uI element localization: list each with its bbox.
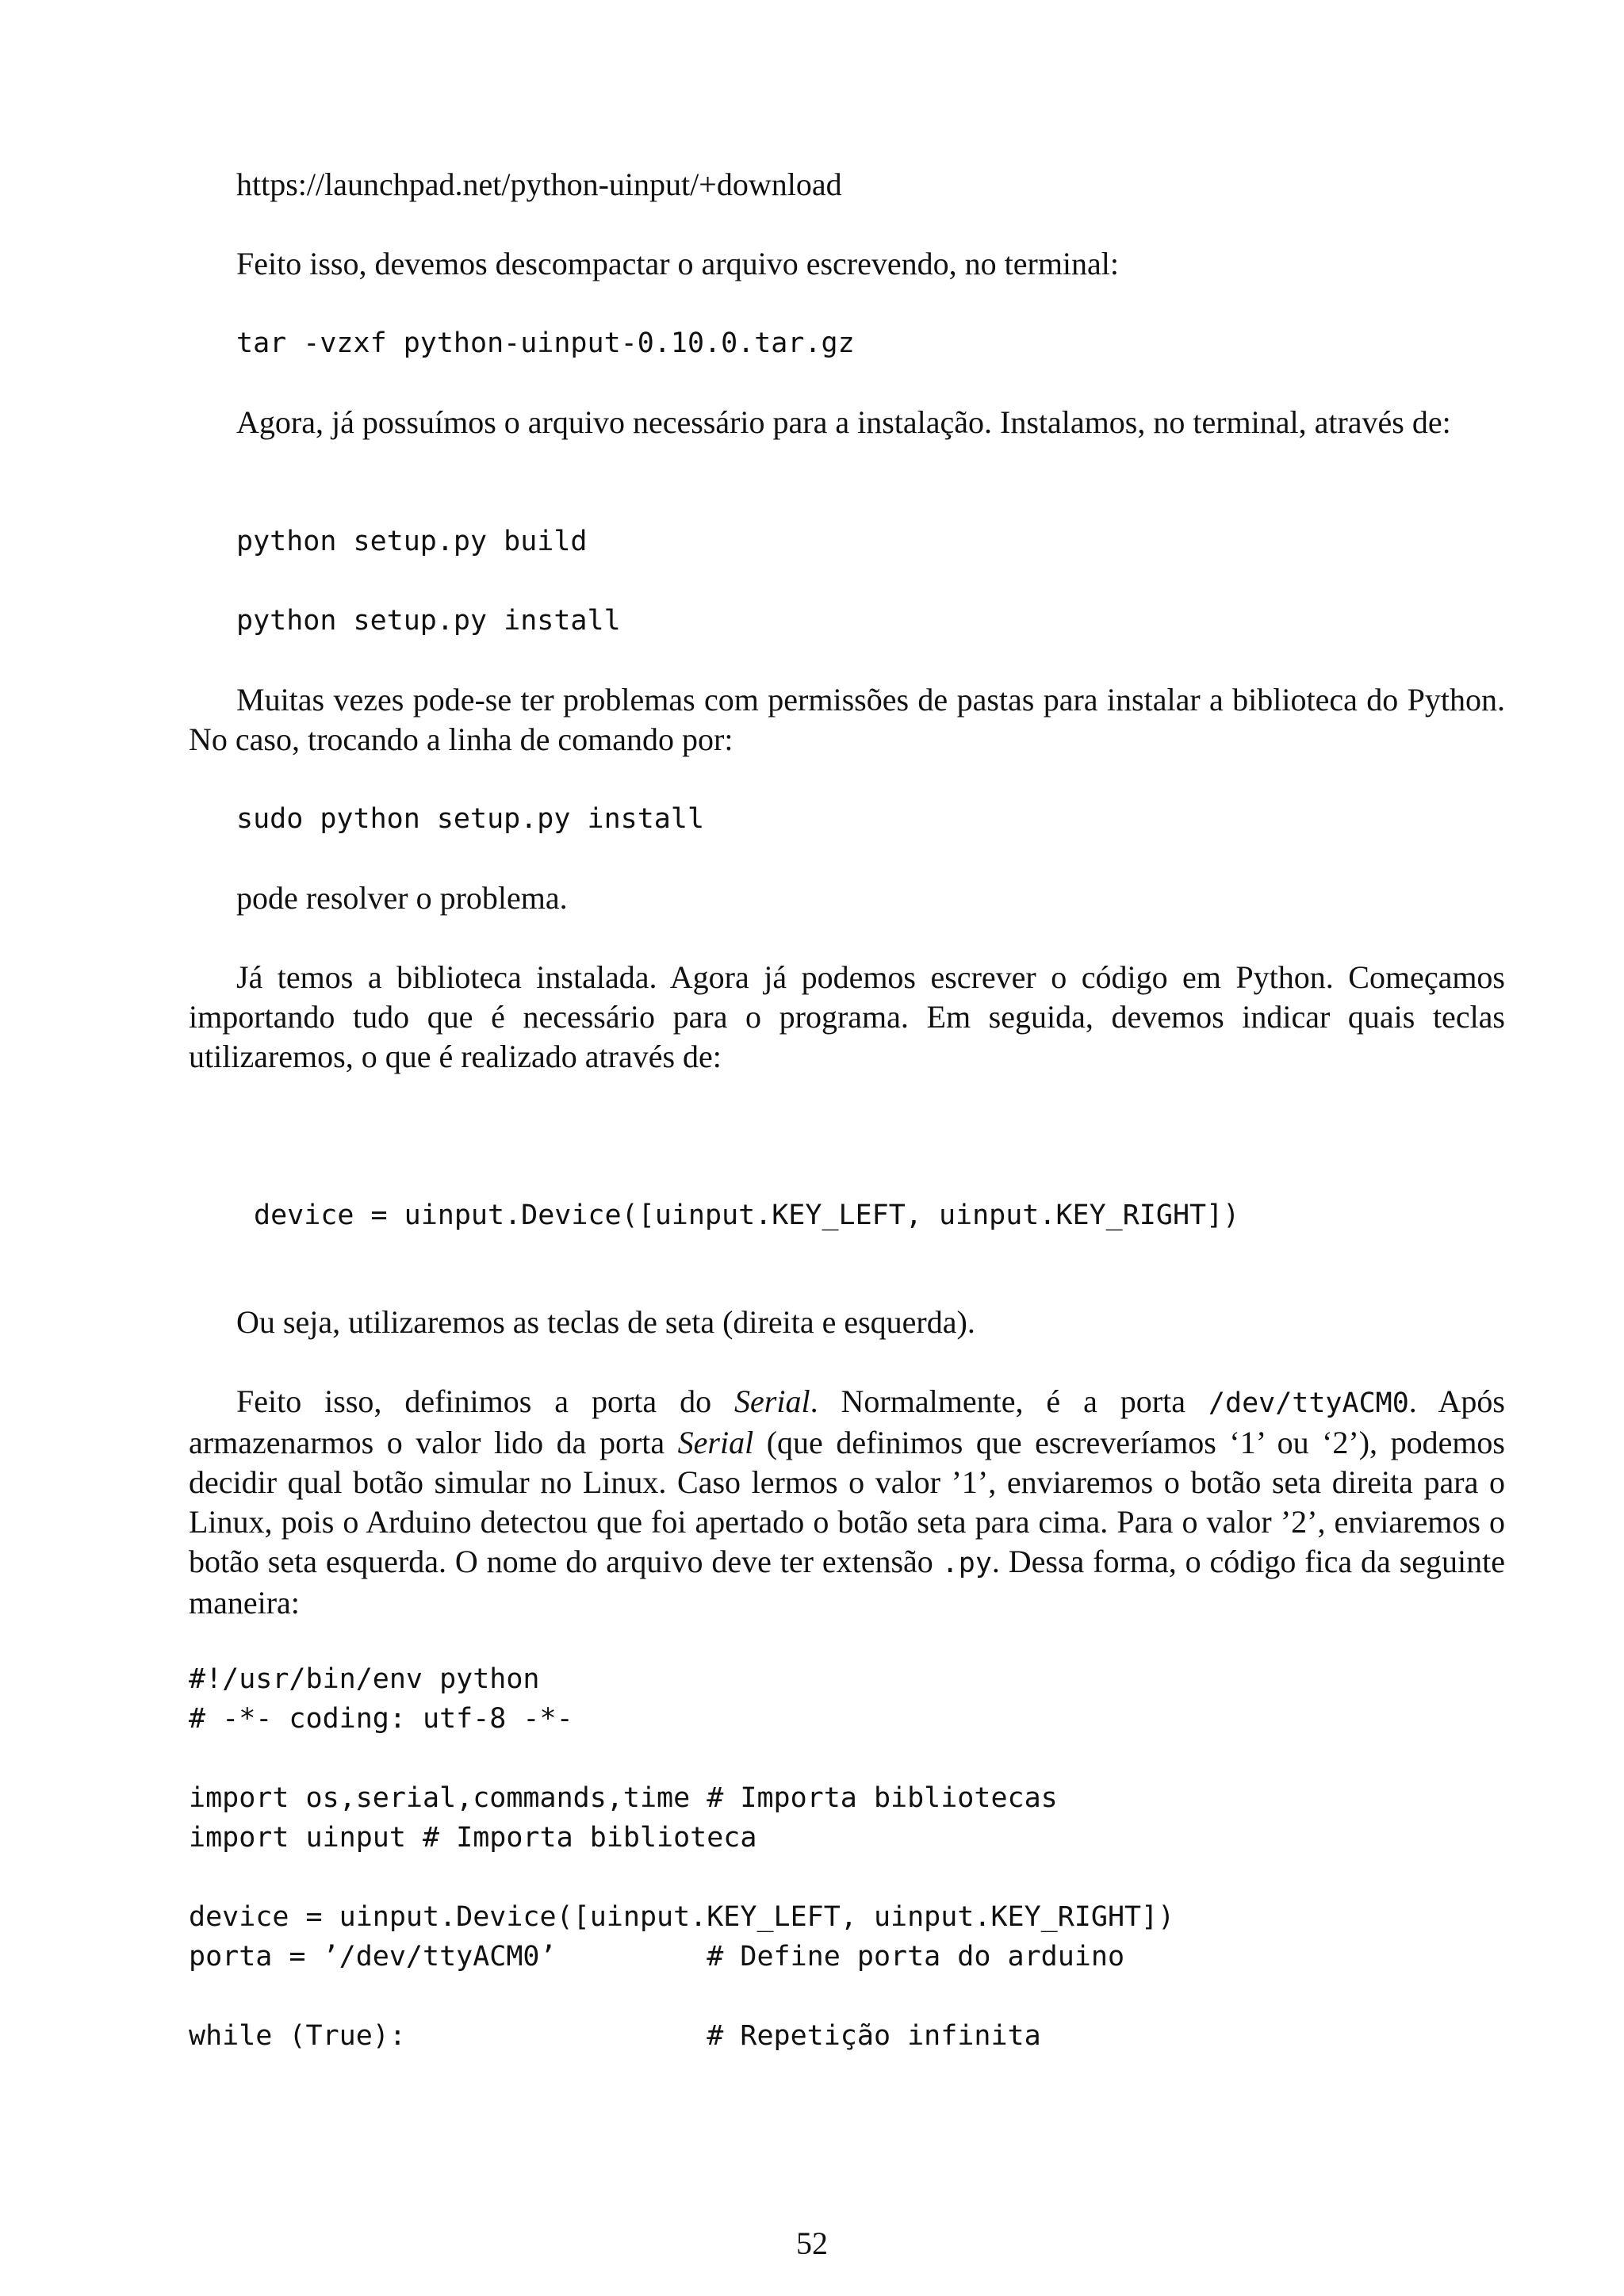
command-install: python setup.py install [236,605,621,637]
serial-emphasis-2: Serial [677,1425,754,1460]
paragraph-library: Já temos a biblioteca instalada. Agora já podemos escrever o código em Python. Começamos importando tudo que é necessário para o programa. Em seguida, devemos indicar quais teclas utilizaremos, o que é realizado através de: [189,959,1505,1074]
command-build: python setup.py build [236,526,588,557]
serial-text-4: (que definimos que escreveríamos ‘1’ ou ‘2’), podemos decidir qual botão simular no Linux. Caso lermos o valor ’1’, enviaremos o botão seta direita para o Linux, pois o Arduino detectou que foi apertado o botão seta para cima. Para o valor ’2’, enviaremos o botão seta esquerda. O nome do arquivo deve ter extensão [189,1425,1505,1579]
command-sudo: sudo python setup.py install [236,803,705,835]
serial-text-3: . Após armazenarmos o valor lido da porta [189,1383,1505,1460]
paragraph-serial [189,1382,1505,1623]
inline-code-extension: .py [941,1548,992,1579]
serial-text-1: Feito isso, definimos a porta do [236,1383,735,1419]
paragraph-permissions: Muitas vezes pode-se ter problemas com permissões de pastas para instalar a biblioteca do Python. No caso, trocando a linha de comando por: [189,682,1505,757]
page-number: 52 [796,2225,828,2261]
paragraph-resolve: pode resolver o problema. [236,880,568,916]
inline-code-port: /dev/ttyACM0 [1208,1387,1409,1419]
command-tar: tar -vzxf python-uinput-0.10.0.tar.gz [236,327,855,359]
serial-emphasis-1: Serial [734,1383,810,1419]
command-device: device = uinput.Device([uinput.KEY_LEFT, uinput.KEY_RIGHT]) [254,1200,1240,1231]
code-listing: #!/usr/bin/env python # -*- coding: utf-8 -*- import os,serial,commands,time # Importa bibliotecas import uinput # Importa biblioteca device = uinput.Device([uinput.KEY_LEFT, uinput.KEY_RIGHT]) porta = ’/dev/ttyACM0’ # Define porta do arduino while (True): # Repetição infinita [189,1663,1175,2052]
serial-text-2: . Normalmente, é a porta [810,1383,1208,1419]
paragraph-install: Agora, já possuímos o arquivo necessário para a instalação. Instalamos, no terminal, através de: [236,404,1451,440]
paragraph-extract: Feito isso, devemos descompactar o arquivo escrevendo, no terminal: [236,246,1120,281]
serial-text-5: . Dessa forma, o código fica da seguinte maneira: [189,1544,1506,1621]
download-url: https://launchpad.net/python-uinput/+download [236,166,842,202]
paragraph-arrows: Ou seja, utilizaremos as teclas de seta (direita e esquerda). [236,1304,975,1340]
